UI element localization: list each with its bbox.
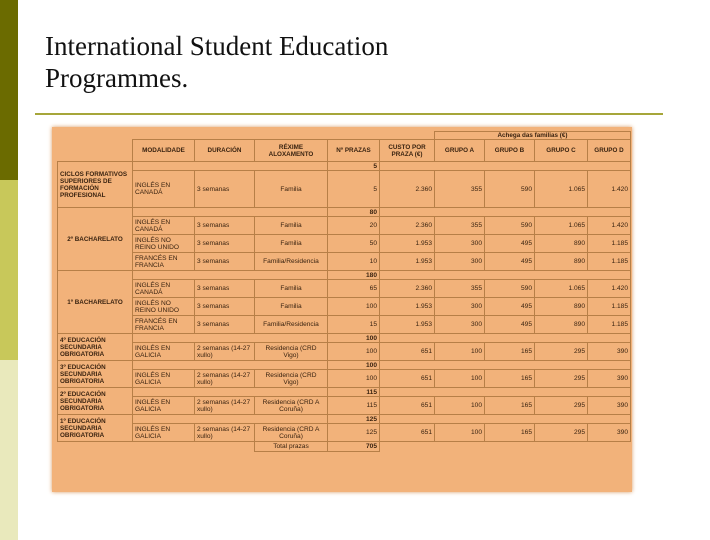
col-duracion: DURACIÓN	[195, 140, 255, 162]
subtotal-eso4: 100	[328, 334, 380, 343]
cell-custo: 1.953	[380, 316, 435, 334]
table-row	[58, 397, 631, 415]
title-underline	[35, 113, 663, 115]
programmes-table	[57, 131, 631, 452]
cell-grupo-c: 1.065	[535, 217, 588, 235]
cell-grupo-c: 890	[535, 253, 588, 271]
cell-rexime: Familia	[255, 280, 328, 298]
cell-modalidade: INGLÉS EN GALICIA	[133, 370, 195, 388]
cell-grupo-a: 100	[435, 343, 485, 361]
cell-grupo-d: 1.420	[588, 217, 631, 235]
table-row	[58, 370, 631, 388]
col-prazas: Nº PRAZAS	[328, 140, 380, 162]
level-eso1: 1º EDUCACIÓN SECUNDARIA OBRIGATORIA	[58, 415, 133, 442]
cell-custo: 1.953	[380, 235, 435, 253]
cell-prazas: 115	[328, 397, 380, 415]
cell-rexime: Residencia (CRD Vigo)	[255, 370, 328, 388]
subtotal-row	[58, 208, 631, 217]
subtotal-ciclos: 5	[328, 162, 380, 171]
cell-grupo-a: 300	[435, 298, 485, 316]
col-grupo-d: GRUPO D	[588, 140, 631, 162]
accent-bar-dark	[0, 0, 18, 180]
cell-grupo-a: 100	[435, 370, 485, 388]
subtotal-row	[58, 388, 631, 397]
cell-grupo-c: 1.065	[535, 171, 588, 208]
cell-modalidade: INGLÉS EN GALICIA	[133, 343, 195, 361]
cell-duracion: 3 semanas	[195, 298, 255, 316]
cell-grupo-a: 355	[435, 217, 485, 235]
cell-duracion: 2 semanas (14-27 xullo)	[195, 424, 255, 442]
cell-grupo-a: 300	[435, 235, 485, 253]
cell-grupo-d: 1.185	[588, 316, 631, 334]
cell-grupo-a: 300	[435, 316, 485, 334]
cell-grupo-d: 1.420	[588, 280, 631, 298]
subtotal-eso2: 115	[328, 388, 380, 397]
col-grupo-c: GRUPO C	[535, 140, 588, 162]
header-row	[58, 140, 631, 162]
cell-duracion: 2 semanas (14-27 xullo)	[195, 343, 255, 361]
cell-prazas: 20	[328, 217, 380, 235]
table-row	[58, 235, 631, 253]
accent-bar-light	[0, 360, 18, 540]
cell-modalidade: FRANCÉS EN FRANCIA	[133, 253, 195, 271]
cell-rexime: Familia	[255, 171, 328, 208]
table-row	[58, 343, 631, 361]
scanned-table-image	[52, 127, 632, 492]
cell-custo: 651	[380, 424, 435, 442]
slide-title-line-2: Programmes.	[45, 63, 189, 93]
cell-rexime: Familia/Residencia	[255, 316, 328, 334]
level-bach2: 2º BACHARELATO	[58, 208, 133, 271]
subtotal-row	[58, 361, 631, 370]
cell-modalidade: FRANCÉS EN FRANCIA	[133, 316, 195, 334]
cell-modalidade: INGLÉS EN CANADÁ	[133, 280, 195, 298]
table-row	[58, 253, 631, 271]
cell-grupo-d: 390	[588, 370, 631, 388]
cell-grupo-b: 165	[485, 397, 535, 415]
cell-grupo-a: 100	[435, 397, 485, 415]
cell-duracion: 2 semanas (14-27 xullo)	[195, 397, 255, 415]
cell-rexime: Familia	[255, 298, 328, 316]
subtotal-bach1: 180	[328, 271, 380, 280]
cell-custo: 651	[380, 370, 435, 388]
col-modalidade: MODALIDADE	[133, 140, 195, 162]
cell-duracion: 3 semanas	[195, 316, 255, 334]
cell-grupo-b: 495	[485, 235, 535, 253]
cell-rexime: Familia	[255, 235, 328, 253]
cell-modalidade: INGLÉS NO REINO UNIDO	[133, 235, 195, 253]
subtotal-row	[58, 271, 631, 280]
cell-grupo-d: 390	[588, 397, 631, 415]
col-custo: CUSTO POR PRAZA (€)	[380, 140, 435, 162]
cell-grupo-b: 165	[485, 343, 535, 361]
cell-grupo-b: 495	[485, 253, 535, 271]
cell-grupo-c: 890	[535, 316, 588, 334]
cell-prazas: 65	[328, 280, 380, 298]
cell-grupo-d: 1.185	[588, 235, 631, 253]
cell-grupo-a: 300	[435, 253, 485, 271]
level-bach1: 1º BACHARELATO	[58, 271, 133, 334]
cell-grupo-a: 100	[435, 424, 485, 442]
cell-rexime: Residencia (CRD Vigo)	[255, 343, 328, 361]
subtotal-bach2: 80	[328, 208, 380, 217]
cell-grupo-c: 295	[535, 397, 588, 415]
cell-prazas: 5	[328, 171, 380, 208]
table-row	[58, 298, 631, 316]
cell-grupo-b: 165	[485, 370, 535, 388]
cell-prazas: 100	[328, 370, 380, 388]
cell-grupo-c: 295	[535, 370, 588, 388]
cell-modalidade: INGLÉS EN CANADÁ	[133, 217, 195, 235]
cell-prazas: 10	[328, 253, 380, 271]
total-value: 705	[328, 442, 380, 452]
cell-custo: 2.360	[380, 280, 435, 298]
cell-modalidade: INGLÉS EN CANADÁ	[133, 171, 195, 208]
table-row	[58, 171, 631, 208]
cell-rexime: Residencia (CRD A Coruña)	[255, 397, 328, 415]
cell-modalidade: INGLÉS EN GALICIA	[133, 397, 195, 415]
cell-prazas: 100	[328, 298, 380, 316]
cell-custo: 2.360	[380, 171, 435, 208]
subtotal-eso3: 100	[328, 361, 380, 370]
col-rexime: RÉXIME ALOXAMENTO	[255, 140, 328, 162]
cell-duracion: 3 semanas	[195, 217, 255, 235]
level-ciclos: CICLOS FORMATIVOS SUPERIORES DE FORMACIÓN PROFESIONAL	[58, 162, 133, 208]
cell-custo: 1.953	[380, 298, 435, 316]
cell-prazas: 15	[328, 316, 380, 334]
cell-duracion: 3 semanas	[195, 253, 255, 271]
col-grupo-b: GRUPO B	[485, 140, 535, 162]
table-row	[58, 316, 631, 334]
cell-duracion: 2 semanas (14-27 xullo)	[195, 370, 255, 388]
level-eso3: 3º EDUCACIÓN SECUNDARIA OBRIGATORIA	[58, 361, 133, 388]
cell-prazas: 125	[328, 424, 380, 442]
cell-grupo-d: 1.420	[588, 171, 631, 208]
cell-grupo-b: 590	[485, 171, 535, 208]
cell-grupo-b: 495	[485, 298, 535, 316]
level-eso2: 2º EDUCACIÓN SECUNDARIA OBRIGATORIA	[58, 388, 133, 415]
cell-custo: 651	[380, 343, 435, 361]
cell-duracion: 3 semanas	[195, 171, 255, 208]
table-row	[58, 217, 631, 235]
cell-grupo-d: 1.185	[588, 298, 631, 316]
cell-rexime: Residencia (CRD A Coruña)	[255, 424, 328, 442]
cell-grupo-b: 590	[485, 217, 535, 235]
cell-grupo-d: 1.185	[588, 253, 631, 271]
col-grupo-a: GRUPO A	[435, 140, 485, 162]
cell-prazas: 100	[328, 343, 380, 361]
cell-grupo-a: 355	[435, 171, 485, 208]
subtotal-eso1: 125	[328, 415, 380, 424]
header-group-row	[58, 132, 631, 140]
slide-title-line-1: International Student Education	[45, 31, 389, 61]
subtotal-row	[58, 162, 631, 171]
cell-grupo-c: 1.065	[535, 280, 588, 298]
cell-grupo-c: 295	[535, 343, 588, 361]
subtotal-row	[58, 334, 631, 343]
cell-grupo-d: 390	[588, 424, 631, 442]
total-label: Total prazas	[255, 442, 328, 452]
cell-rexime: Familia	[255, 217, 328, 235]
cell-modalidade: INGLÉS NO REINO UNIDO	[133, 298, 195, 316]
slide-title	[45, 30, 388, 94]
cell-custo: 1.953	[380, 253, 435, 271]
total-row	[58, 442, 631, 452]
table-row	[58, 280, 631, 298]
cell-grupo-b: 495	[485, 316, 535, 334]
cell-custo: 651	[380, 397, 435, 415]
cell-duracion: 3 semanas	[195, 280, 255, 298]
cell-prazas: 50	[328, 235, 380, 253]
subtotal-row	[58, 415, 631, 424]
cell-rexime: Familia/Residencia	[255, 253, 328, 271]
cell-grupo-d: 390	[588, 343, 631, 361]
cell-grupo-c: 890	[535, 298, 588, 316]
cell-grupo-c: 890	[535, 235, 588, 253]
cell-grupo-b: 590	[485, 280, 535, 298]
header-group: Achega das familias (€)	[435, 132, 631, 140]
table-row	[58, 424, 631, 442]
cell-grupo-a: 355	[435, 280, 485, 298]
cell-grupo-c: 295	[535, 424, 588, 442]
cell-grupo-b: 165	[485, 424, 535, 442]
cell-custo: 2.360	[380, 217, 435, 235]
cell-duracion: 3 semanas	[195, 235, 255, 253]
level-eso4: 4º EDUCACIÓN SECUNDARIA OBRIGATORIA	[58, 334, 133, 361]
cell-modalidade: INGLÉS EN GALICIA	[133, 424, 195, 442]
accent-bar-mid	[0, 180, 18, 360]
